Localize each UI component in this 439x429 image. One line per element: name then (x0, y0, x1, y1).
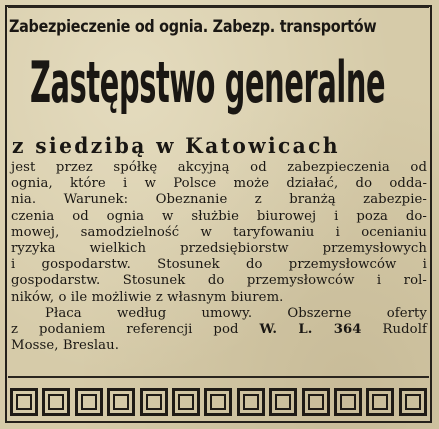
ad-body (11, 160, 427, 354)
ornament-square (237, 388, 265, 416)
ornament-square (42, 388, 70, 416)
ornament-square (172, 388, 200, 416)
body-line: gospodarstw. Stosunek do przemysłowców i rol- (11, 273, 427, 289)
body-line: ników, o ile możliwie z własnym biurem. (11, 289, 284, 305)
body-line: mowej, samodzielność w taryfowaniu i ocenianiu (11, 224, 427, 240)
ad-header: Zabezpieczenie od ognia. Zabezp. transportów (9, 17, 377, 37)
body-line: ognia, które i w Polsce może działać, do odda- (11, 176, 427, 192)
ornament-square (10, 388, 38, 416)
body-line: czenia od ognia w służbie biurowej i poza do- (11, 208, 427, 224)
ornament-square (334, 388, 362, 416)
bottom-rule (8, 376, 429, 378)
ad-subtitle: z siedzibą w Katowicach (12, 133, 340, 158)
closing-line: Płaca według umowy. Obszerne oferty (45, 305, 427, 321)
ornament-square (302, 388, 330, 416)
body-line: i gospodarstw. Stosunek do przemysłowców i (11, 257, 427, 273)
body-line: ryzyka wielkich przedsiębiorstw przemysłowych (11, 241, 427, 257)
body-line: jest przez spółkę akcyjną od zabezpieczenia od (11, 160, 427, 175)
top-rule (8, 6, 429, 8)
closing-line: z podaniem referencji pod W. L. 364 Rudolf (11, 322, 427, 338)
closing-line: Mosse, Breslau. (11, 338, 119, 354)
ornament-square (204, 388, 232, 416)
body-line: nia. Warunek: Obeznanie z branżą zabezpie- (11, 192, 427, 208)
ornament-square (269, 388, 297, 416)
ad-title: Zastępstwo generalne (30, 50, 386, 117)
ornament-square (75, 388, 103, 416)
ornament-square (399, 388, 427, 416)
ornamental-border (8, 382, 429, 422)
ornament-square (107, 388, 135, 416)
ornament-square (366, 388, 394, 416)
ornament-square (140, 388, 168, 416)
